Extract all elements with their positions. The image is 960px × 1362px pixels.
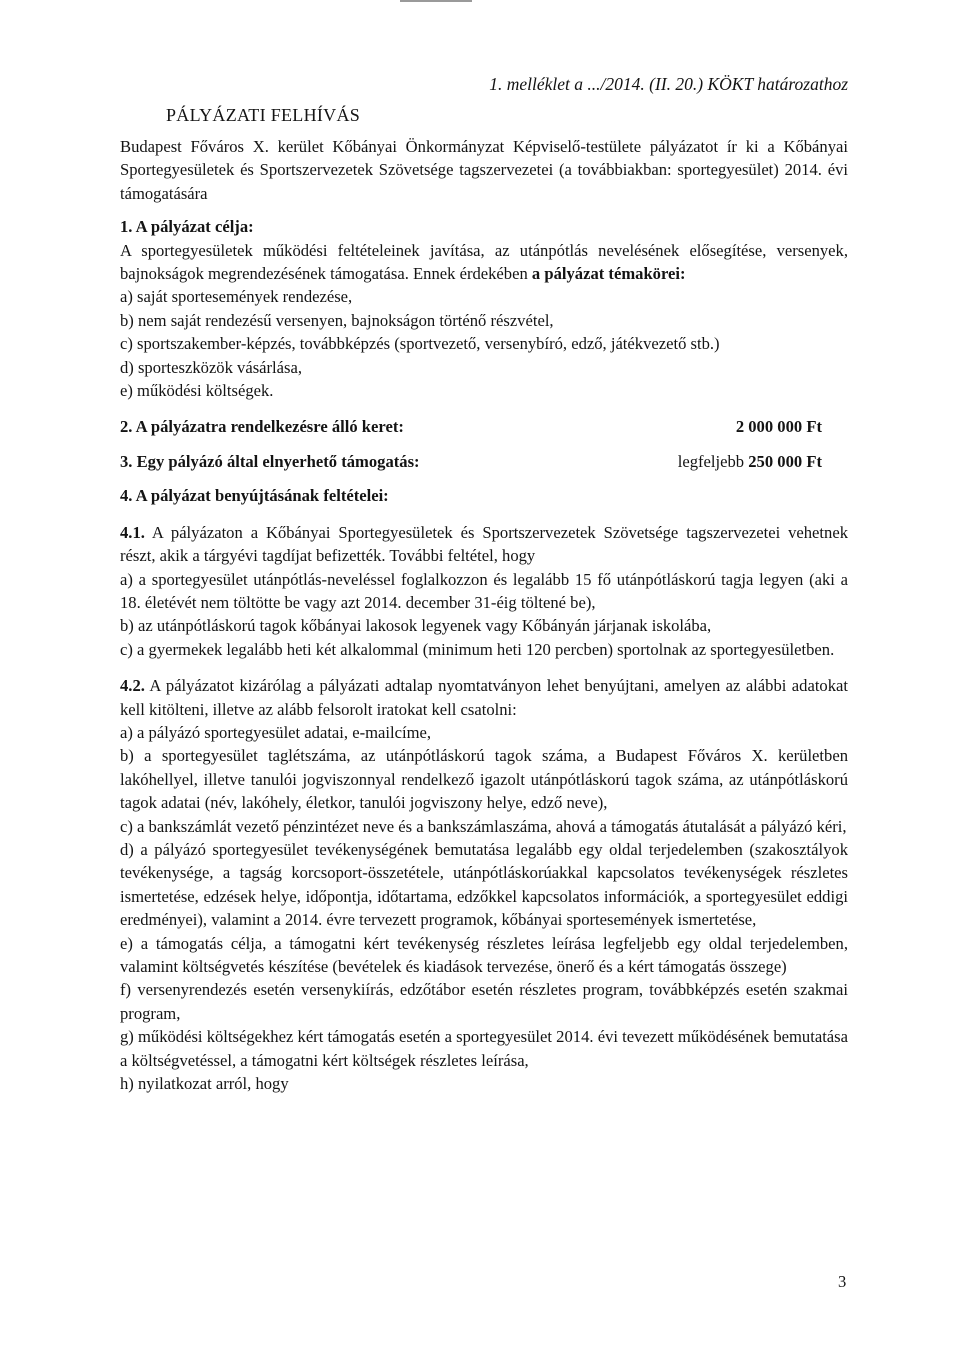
section41-item-b: b) az utánpótláskorú tagok kőbányai lakosok legyenek vagy Kőbányán járjanak iskolába, (120, 616, 712, 636)
section1-heading: 1. A pályázat célja: (120, 217, 254, 237)
section42-item-g: g) működési költségekhez kért támogatás esetén a sportegyesület 2014. évi tevezett működésének bemutatása a költségvetéssel, a támogatni kért költségek részletes leírása, (120, 1027, 848, 1070)
section42-item-f: f) versenyrendezés esetén versenykiírás, edzőtábor esetén részletes program, továbbképzés esetén szakmai program, (120, 980, 848, 1023)
section41-item-c: c) a gyermekek legalább heti két alkalommal (minimum heti 120 percben) sportolnak az sportegyesületben. (120, 639, 835, 659)
section3-heading: 3. Egy pályázó által elnyerhető támogatás: (120, 451, 420, 471)
section41-text: A pályázaton a Kőbányai Sportegyesületek és Sportszervezetek Szövetsége tagszervezetei vehetnek részt, akik a tárgyévi tagdíjat befizették. További feltétel, hogy (120, 522, 848, 566)
section42-paragraph (120, 674, 848, 721)
section1-item-d: d) sporteszközök vásárlása, (120, 357, 303, 377)
section3-row (120, 450, 848, 473)
section42-number: 4.2. (120, 676, 145, 696)
section1-text (120, 239, 848, 286)
intro-paragraph: Budapest Főváros X. kerület Kőbányai Önkormányzat Képviselő-testülete pályázatot ír ki a Kőbányai Sportegyesületek és Sportszervezetek Szövetsége tagszervezetei (a továbbiakban: sportegyesület) 2014. évi támogatására (120, 137, 848, 203)
top-rule (400, 0, 472, 2)
section42-text: A pályázatot kizárólag a pályázati adtalap nyomtatványon lehet benyújtani, amelyen az alábbi adatokat kell kitölteni, illetve az alább felsorolt iratokat kell csatolni: (120, 676, 848, 719)
section41-paragraph (120, 521, 848, 568)
section1-topics-label: a pályázat témakörei: (531, 264, 686, 284)
section42-item-b: b) a sportegyesület taglétszáma, az utánpótláskorú tagok száma, a Budapest Főváros X. kerületben lakóhellyel, illetve tanulói jogviszonnyal rendelkező igazolt utánpótláskorú tagok száma, az utánpótláskorú tagok adatai (név, lakóhely, életkor, tanulói jogviszony helye, edző neve), (120, 746, 848, 813)
document-page (120, 72, 848, 1095)
section1-item-e: e) működési költségek. (120, 381, 274, 401)
document-title: PÁLYÁZATI FELHÍVÁS (166, 105, 361, 125)
section41-item-a: a) a sportegyesület utánpótlás-neveléssel foglalkozzon és legalább 15 fő utánpótláskorú tagja legyen (aki a 18. életévét nem töltötte be vagy azt 2014. december 31-éig töltené be), (120, 569, 848, 612)
section4-heading: 4. A pályázat benyújtásának feltételei: (120, 486, 389, 506)
section1-item-c: c) sportszakember-képzés, továbbképzés (sportvezető, versenybíró, edző, játékvezető stb.) (120, 334, 720, 354)
section42-item-h: h) nyilatkozat arról, hogy (120, 1074, 289, 1094)
section2-row (120, 415, 848, 438)
section41-number: 4.1. (120, 522, 145, 542)
section3-prefix: legfeljebb (677, 451, 745, 471)
section1-body: A sportegyesületek működési feltételeinek javítása, az utánpótlás nevelésének elősegítése, versenyek, bajnokságok megrendezésének támogatása. Ennek érdekében (120, 240, 848, 284)
section2-heading: 2. A pályázatra rendelkezésre álló keret: (120, 417, 404, 437)
section1-item-b: b) nem saját rendezésű versenyen, bajnokságon történő részvétel, (120, 310, 554, 330)
section3-value: 250 000 Ft (748, 451, 822, 471)
section1-item-a: a) saját sportesemények rendezése, (120, 287, 353, 307)
section42-item-d: d) a pályázó sportegyesület tevékenységének bemutatása legalább egy oldal terjedelemben (szakosztályok tevékenysége, a tagság korcsoport-összetétele, utánpótláskorúakkal kapcsolatos tevékenységek részletes ismertetése, edzések helye, időpontja, időtartama, edzőkkel kapcsolatos információk, a sportegyesület eddigi eredményei), valamint a 2014. évre tervezett programok, kőbányai sportesemények ismertetése, (120, 839, 848, 930)
section3-amount (678, 450, 848, 473)
section42-item-e: e) a támogatás célja, a támogatni kért tevékenység részletes leírása legfeljebb egy oldal terjedelemben, valamint költségvetés készítése (bevételek és kiadások tervezése, önerő és a kért támogatás összege) (120, 933, 848, 976)
section42-item-c: c) a bankszámlát vezető pénzintézet neve és a bankszámlaszáma, ahová a támogatás átutalását a pályázó kéri, (120, 816, 847, 836)
section42-item-a: a) a pályázó sportegyesület adatai, e-mailcíme, (120, 722, 431, 742)
section2-value: 2 000 000 Ft (735, 417, 822, 437)
page-number: 3 (838, 1272, 847, 1291)
annex-reference: 1. melléklet a .../2014. (II. 20.) KÖKT határozathoz (489, 74, 848, 94)
